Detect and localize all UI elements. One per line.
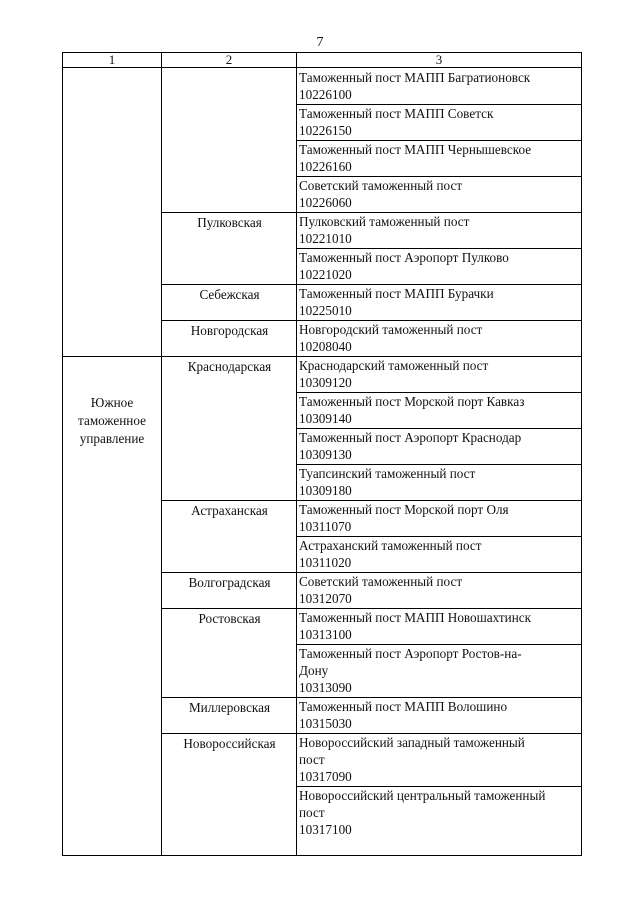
customs-post bbox=[298, 393, 524, 427]
post-code: 10226100 bbox=[299, 87, 352, 102]
post-code: 10317100 bbox=[299, 822, 352, 837]
post-code: 10226160 bbox=[299, 159, 352, 174]
post-code: 10221010 bbox=[299, 231, 352, 246]
post-name: Таможенный пост Морской порт Оля bbox=[299, 502, 509, 517]
customs-post bbox=[298, 141, 531, 175]
post-code: 10225010 bbox=[299, 303, 352, 318]
post-name: Таможенный пост МАПП Чернышевское bbox=[299, 142, 532, 157]
header-col-3: 3 bbox=[435, 52, 443, 67]
customs-post bbox=[298, 537, 482, 571]
post-code: 10226060 bbox=[299, 195, 352, 210]
customs-post bbox=[298, 787, 545, 838]
customs-post bbox=[298, 249, 509, 283]
post-code: 10221020 bbox=[299, 267, 352, 282]
customs-post bbox=[298, 609, 531, 643]
post-code: 10311070 bbox=[299, 519, 352, 534]
post-name: Пулковский таможенный пост bbox=[299, 214, 470, 229]
customs-post bbox=[298, 429, 521, 463]
post-code: 10313100 bbox=[299, 627, 352, 642]
post-name: Новороссийский западный таможенный bbox=[299, 735, 525, 750]
post-name: Таможенный пост МАПП Советск bbox=[299, 106, 494, 121]
column-divider bbox=[296, 53, 297, 855]
post-code: 10317090 bbox=[299, 769, 352, 784]
post-code: 10208040 bbox=[299, 339, 352, 354]
customs-posts-table bbox=[62, 52, 582, 856]
post-code: 10311020 bbox=[299, 555, 352, 570]
customs-post bbox=[298, 177, 462, 211]
administration-name-line: Южное bbox=[90, 395, 134, 410]
post-code: 10309140 bbox=[299, 411, 352, 426]
post-code: 10312070 bbox=[299, 591, 352, 606]
post-name: Дону bbox=[299, 663, 329, 678]
customs-post bbox=[298, 69, 530, 103]
post-name: Таможенный пост Аэропорт Краснодар bbox=[299, 430, 522, 445]
department-name: Новгородская bbox=[190, 323, 269, 338]
department-name: Себежская bbox=[199, 287, 260, 302]
customs-post bbox=[298, 321, 482, 355]
department-name: Пулковская bbox=[197, 215, 262, 230]
post-name: Краснодарский таможенный пост bbox=[299, 358, 489, 373]
post-code: 10313090 bbox=[299, 680, 352, 695]
customs-post bbox=[298, 734, 525, 785]
department-name: Астраханская bbox=[191, 503, 268, 518]
post-name: Таможенный пост МАПП Бурачки bbox=[299, 286, 494, 301]
post-name: Таможенный пост МАПП Багратионовск bbox=[299, 70, 531, 85]
post-name: Новороссийский центральный таможенный bbox=[299, 788, 546, 803]
post-code: 10309130 bbox=[299, 447, 352, 462]
header-col-2: 2 bbox=[225, 52, 233, 67]
customs-post bbox=[298, 573, 462, 607]
post-name: Таможенный пост Аэропорт Ростов-на- bbox=[299, 646, 522, 661]
post-name: пост bbox=[299, 752, 325, 767]
post-name: Новгородский таможенный пост bbox=[299, 322, 483, 337]
post-name: Туапсинский таможенный пост bbox=[299, 466, 476, 481]
administration-name-line: таможенное bbox=[78, 413, 146, 428]
customs-post bbox=[298, 105, 493, 139]
post-code: 10309120 bbox=[299, 375, 352, 390]
department-name: Волгоградская bbox=[188, 575, 271, 590]
customs-administration-name bbox=[63, 394, 161, 448]
post-name: Советский таможенный пост bbox=[299, 178, 463, 193]
customs-post bbox=[298, 501, 509, 535]
department-name: Новороссийская bbox=[183, 736, 276, 751]
header-underline bbox=[63, 67, 581, 68]
post-name: Таможенный пост МАПП Новошахтинск bbox=[299, 610, 532, 625]
customs-post bbox=[298, 645, 522, 696]
post-code: 10226150 bbox=[299, 123, 352, 138]
customs-post bbox=[298, 357, 488, 391]
post-name: Астраханский таможенный пост bbox=[299, 538, 482, 553]
post-code: 10315030 bbox=[299, 716, 352, 731]
customs-post bbox=[298, 213, 469, 247]
department-name: Миллеровская bbox=[188, 700, 271, 715]
administration-name-line: управление bbox=[79, 431, 145, 446]
customs-post bbox=[298, 465, 475, 499]
customs-post bbox=[298, 285, 494, 319]
post-code: 10309180 bbox=[299, 483, 352, 498]
post-name: Таможенный пост Аэропорт Пулково bbox=[299, 250, 509, 265]
customs-post bbox=[298, 698, 507, 732]
page-number: 7 bbox=[316, 35, 324, 50]
header-col-1: 1 bbox=[108, 52, 116, 67]
post-name: Советский таможенный пост bbox=[299, 574, 463, 589]
department-name: Ростовская bbox=[198, 611, 261, 626]
column-divider bbox=[161, 53, 162, 855]
post-name: Таможенный пост МАПП Волошино bbox=[299, 699, 508, 714]
department-name: Краснодарская bbox=[187, 359, 272, 374]
post-name: Таможенный пост Морской порт Кавказ bbox=[299, 394, 525, 409]
post-name: пост bbox=[299, 805, 325, 820]
